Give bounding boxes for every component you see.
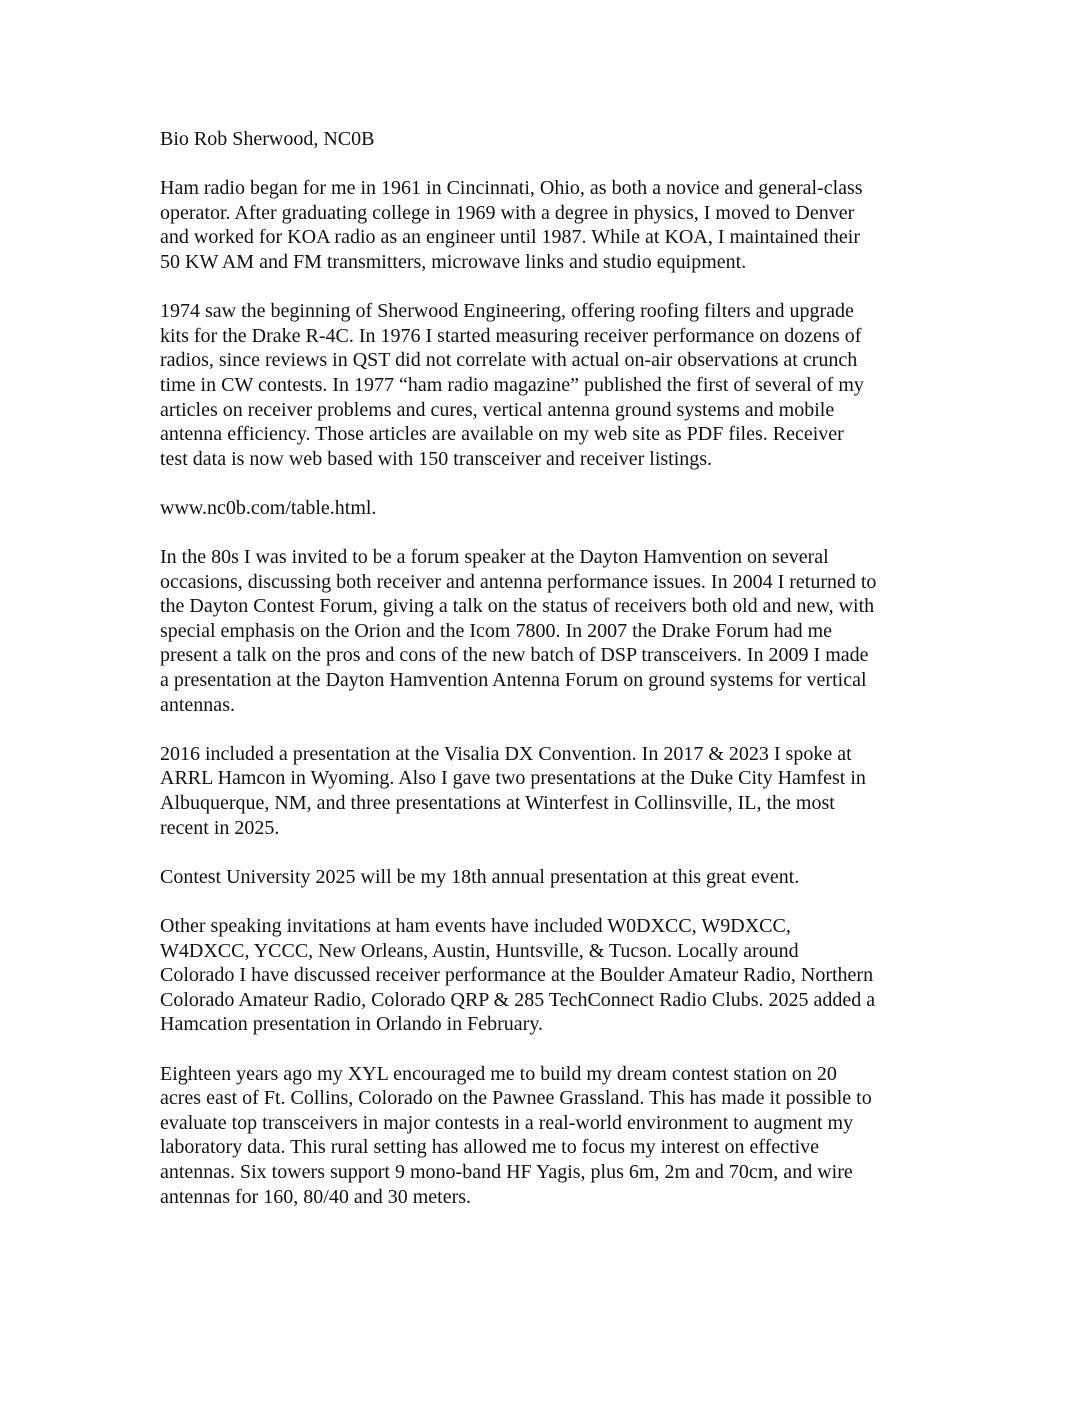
paragraph-speaking-invitations: Other speaking invitations at ham events have included W0DXCC, W9DXCC, W4DXCC, YCCC, New Orleans, Austin, Huntsville, & Tucson. Locally around Colorado I have discussed receiver performance at the Boulder Amateur Radio, Northern Colorado Amateur Radio, Colorado QRP & 285 TechConnect Radio Clubs. 2025 added a Hamcation presentation in Orlando in February. bbox=[160, 915, 876, 1036]
website-url: www.nc0b.com/table.html. bbox=[160, 496, 377, 519]
document-title: Bio Rob Sherwood, NC0B bbox=[160, 128, 375, 150]
document-page bbox=[160, 127, 940, 1234]
paragraph-dayton-forums: In the 80s I was invited to be a forum speaker at the Dayton Hamvention on several occasions, discussing both receiver and antenna performance issues. In 2004 I returned to the Dayton Contest Forum, giving a talk on the status of receivers both old and new, with special emphasis on the Orion and the Icom 7800. In 2007 the Drake Forum had me present a talk on the pros and cons of the new batch of DSP transceivers. In 2009 I made a presentation at the Dayton Hamvention Antenna Forum on ground systems for vertical antennas. bbox=[160, 546, 877, 716]
paragraph-presentations: 2016 included a presentation at the Visalia DX Convention. In 2017 & 2023 I spoke at ARRL Hamcon in Wyoming. Also I gave two presentations at the Duke City Hamfest in Albuquerque, NM, and three presentations at Winterfest in Collinsville, IL, the most recent in 2025. bbox=[160, 742, 866, 839]
paragraph-contest-university: Contest University 2025 will be my 18th annual presentation at this great event. bbox=[160, 865, 800, 888]
paragraph-early-career: Ham radio began for me in 1961 in Cincinnati, Ohio, as both a novice and general-class operator. After graduating college in 1969 with a degree in physics, I moved to Denver and worked for KOA radio as an engineer until 1987. While at KOA, I maintained their 50 KW AM and FM transmitters, microwave links and studio equipment. bbox=[160, 177, 863, 273]
paragraph-sherwood-engineering: 1974 saw the beginning of Sherwood Engineering, offering roofing filters and upgrade kits for the Drake R-4C. In 1976 I started measuring receiver performance on dozens of radios, since reviews in QST did not correlate with actual on-air observations at crunch time in CW contests. In 1977 “ham radio magazine” published the first of several of my articles on receiver problems and cures, vertical antenna ground systems and mobile antenna efficiency. Those articles are available on my web site as PDF files. Receiver test data is now web based with 150 transceiver and receiver listings. bbox=[160, 300, 864, 470]
paragraph-contest-station: Eighteen years ago my XYL encouraged me to build my dream contest station on 20 acres east of Ft. Collins, Colorado on the Pawnee Grassland. This has made it possible to evaluate top transceivers in major contests in a real-world environment to augment my laboratory data. This rural setting has allowed me to focus my interest on effective antennas. Six towers support 9 mono-band HF Yagis, plus 6m, 2m and 70cm, and wire antennas for 160, 80/40 and 30 meters. bbox=[160, 1062, 872, 1208]
